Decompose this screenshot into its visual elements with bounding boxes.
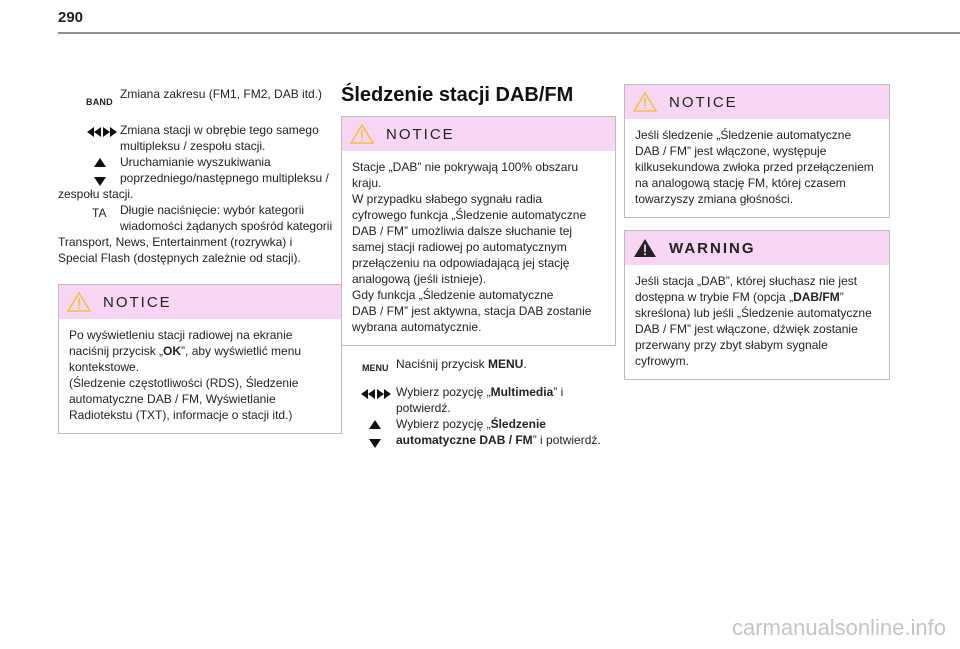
text-run: ” i: [553, 385, 564, 399]
text-run: naciśnij przycisk „: [69, 344, 164, 358]
notice-body: [625, 119, 889, 217]
notice-line: Radiotekstu (TXT), informacje o stacji itd.): [69, 408, 293, 422]
text-run: ” i potwierdź.: [532, 433, 601, 447]
menu-step: [341, 356, 616, 384]
notice-line: Gdy funkcja „Śledzenie automatyczne: [352, 288, 554, 302]
text-run: ”: [839, 290, 844, 304]
notice-triangle-icon: [350, 124, 374, 149]
warning-line: skreślona) lub jeśli „Śledzenie automatyczne: [635, 306, 872, 320]
notice-box-1: [58, 284, 342, 434]
notice-triangle-icon: [633, 92, 657, 117]
arrows-lr-entry: [58, 122, 342, 154]
notice-body: [59, 319, 341, 433]
notice-line: automatyczne DAB / FM, Wyświetlanie: [69, 392, 276, 406]
dab-fm-option-label: DAB/FM: [793, 290, 840, 304]
notice-line: Stacje „DAB” nie pokrywają 100% obszaru: [352, 160, 579, 174]
notice-line: towarzyszy zmiana głośności.: [635, 192, 794, 206]
text-run: Naciśnij przycisk: [396, 357, 489, 371]
up-down-arrows-icon: [94, 158, 154, 191]
warning-body: [625, 265, 889, 379]
notice-header: [342, 117, 615, 151]
arrows-ud-line3: zespołu stacji.: [58, 187, 134, 201]
text-run: .: [523, 357, 527, 371]
notice-triangle-icon: [67, 292, 91, 317]
band-button-icon: BAND: [86, 97, 113, 107]
column-2: [341, 82, 616, 448]
arrows-ud-entry: [58, 154, 342, 202]
text-run: potwierdź.: [396, 401, 451, 415]
warning-header: [625, 231, 889, 265]
up-down-arrows-icon: [369, 420, 429, 453]
band-entry: [58, 82, 342, 122]
notice-title: NOTICE: [386, 126, 455, 143]
text-run: ”, aby wyświetlić menu: [181, 344, 302, 358]
text-run: dostępna w trybie FM (opcja „: [635, 290, 794, 304]
notice-line: samej stacji radiowej po automatycznym: [352, 240, 567, 254]
menu-button-icon: MENU: [362, 363, 389, 373]
notice-line: W przypadku słabego sygnału radia: [352, 192, 543, 206]
notice-line: (Śledzenie częstotliwości (RDS), Śledzenie: [69, 376, 299, 390]
multimedia-step: [341, 384, 616, 416]
ta-line1: Długie naciśnięcie: wybór kategorii: [120, 203, 305, 217]
tracking-option-label: automatyczne DAB / FM: [396, 433, 533, 447]
ta-line4: Special Flash (dostępnych zależnie od stacji).: [58, 251, 301, 265]
arrows-lr-text: Zmiana stacji w obrębie tego samego multipleksu / zespołu stacji.: [120, 123, 319, 153]
left-right-arrows-icon: [361, 387, 421, 405]
notice-box-2: [341, 116, 616, 346]
notice-line: przełączeniu na odpowiadającą jej stację: [352, 256, 570, 270]
notice-line: [69, 343, 331, 359]
top-rule: [58, 32, 960, 34]
notice-line: DAB / FM” jest aktywna, stacja DAB zostanie: [352, 304, 592, 318]
notice-box-3: [624, 84, 890, 218]
notice-title: NOTICE: [103, 294, 172, 311]
notice-line: kraju.: [352, 176, 382, 190]
notice-line: kontekstowe.: [69, 360, 140, 374]
text-run: Wybierz pozycję „: [396, 417, 491, 431]
ok-button-label: OK: [163, 344, 182, 358]
notice-line: Jeśli śledzenie „Śledzenie automatyczne: [635, 128, 852, 142]
arrows-ud-line2: poprzedniego/następnego multipleksu /: [120, 171, 329, 185]
ta-button-icon: TA: [92, 206, 107, 220]
notice-line: DAB / FM” jest włączone, występuje: [635, 144, 827, 158]
notice-line: DAB / FM” umożliwia dalsze słuchanie tej: [352, 224, 573, 238]
tracking-step: [341, 416, 616, 448]
warning-line: Jeśli stacja „DAB”, której słuchasz nie jest: [635, 274, 858, 288]
notice-header: [625, 85, 889, 119]
column-3: [624, 84, 890, 380]
ta-line2: wiadomości żądanych spośród kategorii: [120, 219, 333, 233]
ta-line3: Transport, News, Entertainment (rozrywka) i: [58, 235, 293, 249]
section-heading: Śledzenie stacji DAB/FM: [341, 84, 574, 106]
menu-button-label: MENU: [488, 357, 524, 371]
warning-title: WARNING: [669, 240, 756, 257]
ta-entry: [58, 202, 342, 266]
notice-line: na analogową stację FM, której czasem: [635, 176, 846, 190]
notice-header: [59, 285, 341, 319]
arrows-ud-line1: Uruchamianie wyszukiwania: [120, 155, 271, 169]
notice-line: kilkusekundowa zwłoka przed przełączeniem: [635, 160, 874, 174]
warning-line: DAB / FM” jest włączone, dźwięk zostanie: [635, 322, 858, 336]
notice-line: wybrana automatycznie.: [352, 320, 482, 334]
multimedia-option-label: Multimedia: [490, 385, 554, 399]
warning-line: cyfrowym.: [635, 354, 689, 368]
warning-line: [635, 289, 879, 305]
warning-line: przerwany przy zbyt słabym sygnale: [635, 338, 828, 352]
tracking-option-label: Śledzenie: [490, 417, 546, 431]
watermark: carmanualsonline.info: [731, 615, 946, 640]
notice-line: analogową (jeśli istnieje).: [352, 272, 487, 286]
column-1: [58, 82, 342, 434]
notice-line: cyfrowego funkcja „Śledzenie automatyczne: [352, 208, 587, 222]
notice-title: NOTICE: [669, 94, 738, 111]
page-number: 290: [58, 9, 84, 26]
left-right-arrows-icon: [87, 125, 147, 143]
band-text: Zmiana zakresu (FM1, FM2, DAB itd.): [120, 87, 323, 101]
notice-body: [342, 151, 615, 345]
notice-line: Po wyświetleniu stacji radiowej na ekranie: [69, 328, 293, 342]
text-run: Wybierz pozycję „: [396, 385, 491, 399]
warning-triangle-icon: [633, 238, 657, 263]
warning-box: [624, 230, 890, 380]
